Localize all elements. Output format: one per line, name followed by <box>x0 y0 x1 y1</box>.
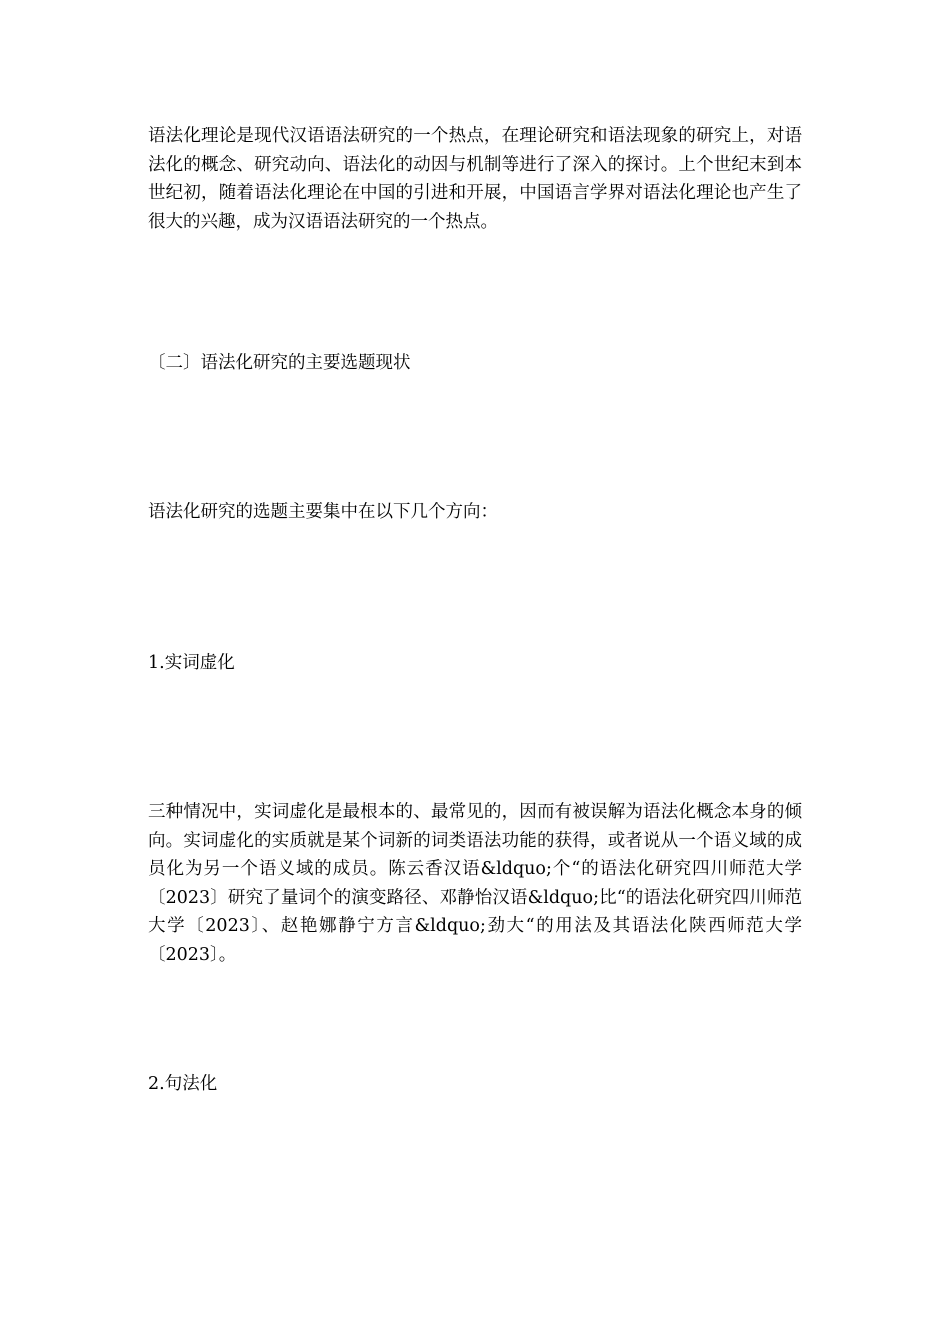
directions-paragraph: 语法化研究的选题主要集中在以下几个方向： <box>148 502 498 522</box>
item-1-heading: 1.实词虚化 <box>148 653 235 673</box>
section-heading: 〔二〕语法化研究的主要选题现状 <box>148 353 411 373</box>
item-1-paragraph: 三种情况中，实词虚化是最根本的、最常见的，因而有被误解为语法化概念本身的倾向。实词虚化的实质就是某个词新的词类语法功能的获得，或者说从一个语义域的成员化为另一个语义域的成员。陈云香汉语&ldquo;个“的语法化研究四川师范大学〔2023〕研究了量词个的演变路径、邓静怡汉语&ldquo;比“的语法化研究四川师范大学〔2023〕、赵艳娜静宁方言&ldquo;劲大“的用法及其语法化陕西师范大学〔2023〕。 <box>148 802 802 965</box>
intro-paragraph: 语法化理论是现代汉语语法研究的一个热点，在理论研究和语法现象的研究上，对语法化的概念、研究动向、语法化的动因与机制等进行了深入的探讨。上个世纪末到本世纪初，随着语法化理论在中国的引进和开展，中国语言学界对语法化理论也产生了很大的兴趣，成为汉语语法研究的一个热点。 <box>148 126 802 232</box>
item-2-heading: 2.句法化 <box>148 1074 218 1094</box>
